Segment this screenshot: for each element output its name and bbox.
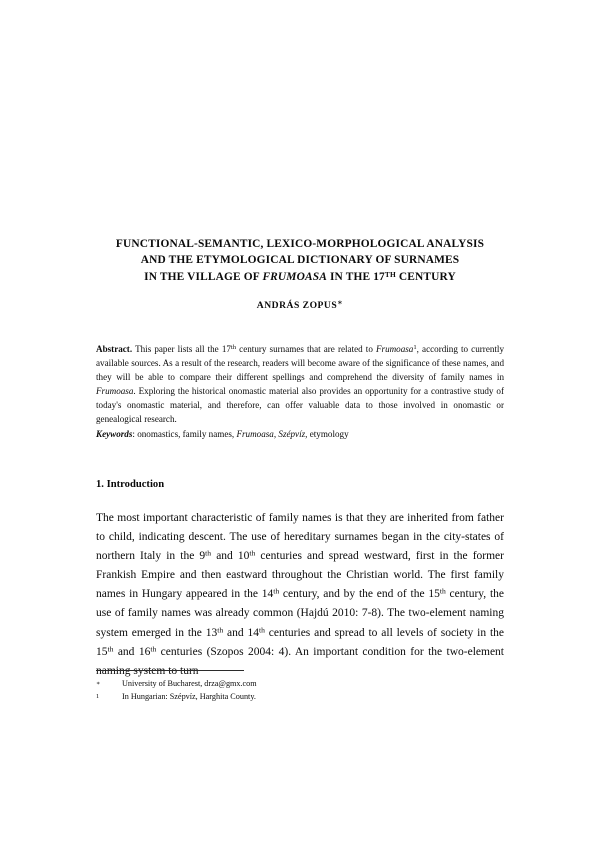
ordinal-13th: th [217,624,224,634]
footnote-text-hungarian-name: In Hungarian: Szépvíz, Harghita County. [122,691,256,701]
abstract-italic-frumoasa-1: Frumoasa [375,344,414,354]
body-part-g: centuries and spread to all levels of society in the 15 [96,626,505,658]
body-text [96,509,504,681]
title-line-2: AND THE ETYMOLOGICAL DICTIONARY OF SURNAMES [140,254,460,267]
keyword-frumoasa: Frumoasa [236,428,274,439]
footnotes-block [96,678,504,703]
keywords-part-1: onomastics, family names, [137,428,237,439]
footnote-separator-rule [96,670,244,671]
body-part-e: century, the use of family names was already common (Hajdú 2010: 7-8). The two-element naming system emerged in the 13 [96,588,504,639]
body-part-c: centuries and spread westward, first in the former Frankish Empire and then eastward throughout the Christian world. The first family names in Hungary appeared in the 14 [96,550,504,601]
body-part-h: and 16 [113,645,151,658]
body-part-f: and 14 [223,626,259,639]
author-name: ANDRÁS ZOPUS [256,300,338,311]
ordinal-15th-b: th [107,644,114,654]
keywords-separator: : [132,428,138,439]
footnote-marker-1: 1 [96,692,100,700]
footnote-item [96,691,504,704]
title-century-ordinal-suffix: TH [384,269,396,279]
abstract-part-2: century surnames that are related to [236,344,376,354]
abstract-part-4: . Exploring the historical onomastic material also provides an opportunity for a contrastive study of today's onomastic material, and therefore, can offer valuable data to those involved in onomastic or genealogical research. [96,386,504,425]
title-line-3 [96,269,504,285]
keywords-label: Keywords [96,428,133,439]
section-heading-introduction: 1. Introduction [96,479,165,490]
abstract-part-1: This paper lists all the 17 [132,344,231,354]
ordinal-9th: th [205,548,212,558]
title-line-3-after: CENTURY [395,270,456,283]
abstract-italic-frumoasa-2: Frumoasa [96,386,134,397]
keywords-part-2: , [273,428,279,439]
abstract-part-3: , according to currently available sources. As a result of the research, readers will become aware of the significance of these names, and they will be able to compare their different spellings and comprehend the diversity of family names in [96,344,504,383]
body-part-a: The most important characteristic of family names is that they are inherited from father to child, indicating descent. The use of hereditary surnames began in the city-states of northern Italy in the 9 [96,512,504,563]
keyword-szepviz: Szépvíz [278,428,306,439]
abstract-paragraph [96,342,504,427]
title-line-3-middle: IN THE 17 [326,270,385,283]
title-line-3-before: IN THE VILLAGE OF [144,270,263,283]
ordinal-10th: th [249,548,256,558]
keywords-line [96,427,504,441]
footnote-marker-asterisk: ∗ [96,681,101,687]
body-part-i: centuries (Szopos 2004: 4). An important condition for the two-element naming system to turn [96,645,504,677]
ordinal-15th-a: th [439,586,446,596]
footnote-item [96,678,504,691]
title-village-name: FRUMOASA [262,270,327,283]
abstract-block [96,342,504,441]
body-part-b: and 10 [211,550,250,563]
ordinal-14th-b: th [259,624,265,634]
body-paragraph-1 [96,509,504,681]
keywords-part-3: , etymology [305,428,349,439]
abstract-label: Abstract. [96,344,133,354]
footnote-text-affiliation: University of Bucharest, drza@gmx.com [122,679,257,688]
article-title [96,236,504,285]
abstract-footnote-ref-1: 1 [413,344,417,351]
author-footnote-marker: ∗ [337,298,344,307]
abstract-ordinal-17th: th [230,344,237,351]
body-part-d: century, and by the end of the 15 [279,588,440,601]
author-byline [96,300,504,311]
title-line-1: FUNCTIONAL-SEMANTIC, LEXICO-MORPHOLOGICAL ANALYSIS [115,238,485,250]
ordinal-14th-a: th [273,586,280,596]
ordinal-16th: th [150,644,157,654]
